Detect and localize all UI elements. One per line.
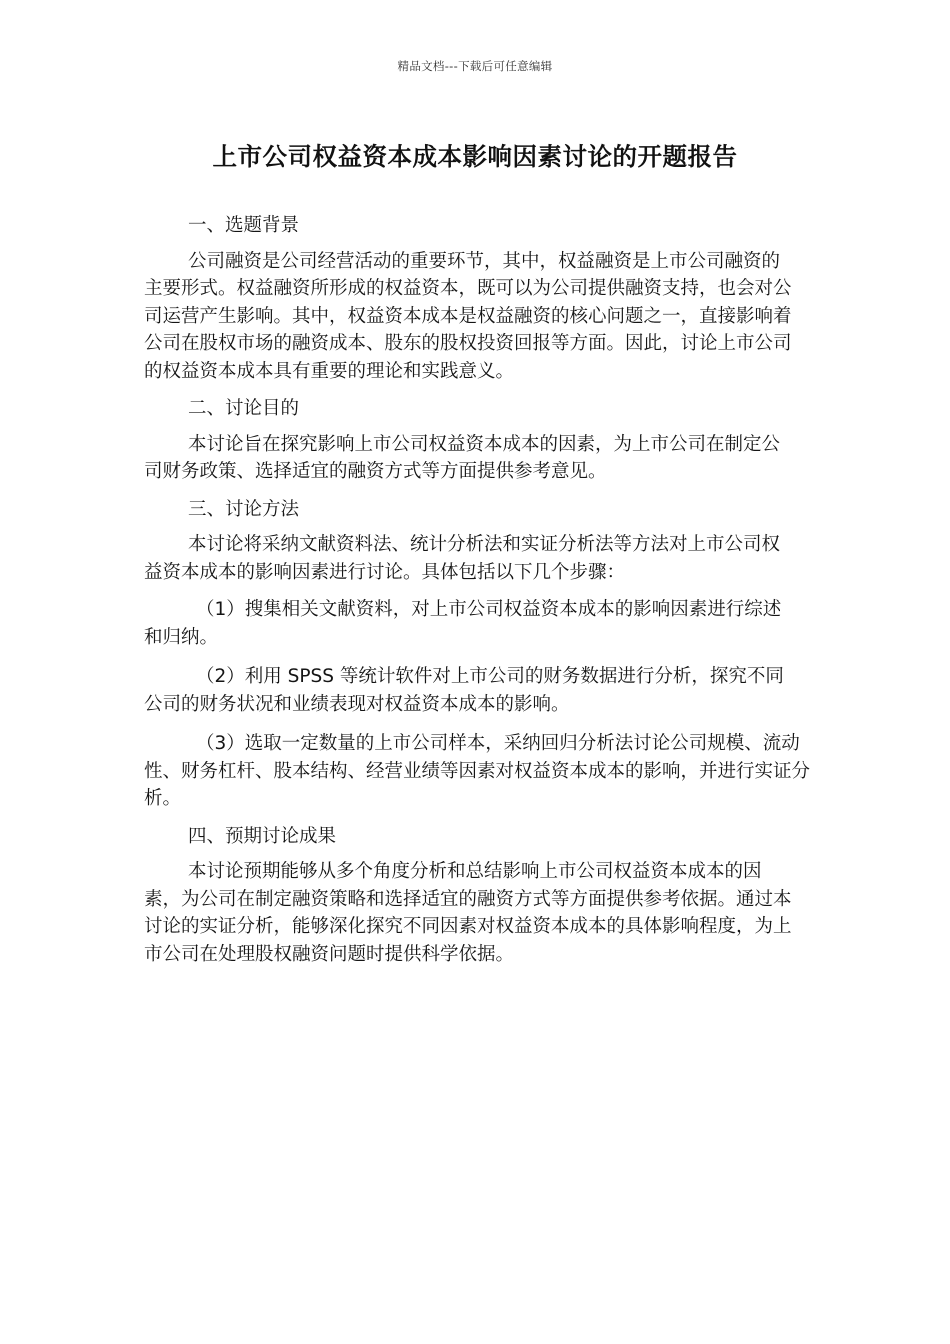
section-heading-background: 一、选题背景: [188, 215, 300, 236]
document-body: [144, 212, 811, 978]
section-heading-expected-results: 四、预期讨论成果: [188, 825, 337, 847]
page-header-note: 精品文档---下载后可任意编辑: [397, 59, 553, 73]
paragraph-expected-results: 本讨论预期能够从多个角度分析和总结影响上市公司权益资本成本的因素，为公司在制定融资策略和选择适宜的融资方式等方面提供参考依据。通过本讨论的实证分析，能够深化探究不同因素对权益资本成本的具体影响程度，为上市公司在处理股权融资问题时提供科学依据。: [144, 861, 792, 965]
paragraph-method: 本讨论将采纳文献资料法、统计分析法和实证分析法等方法对上市公司权益资本成本的影响因素进行讨论。具体包括以下几个步骤：: [144, 534, 781, 583]
paragraph-purpose: 本讨论旨在探究影响上市公司权益资本成本的因素，为上市公司在制定公司财务政策、选择适宜的融资方式等方面提供参考意见。: [144, 433, 781, 482]
document-title: 上市公司权益资本成本影响因素讨论的开题报告: [212, 142, 738, 171]
section-heading-method: 三、讨论方法: [188, 498, 300, 520]
method-step-2: （2）利用 SPSS 等统计软件对上市公司的财务数据进行分析，探究不同公司的财务状况和业绩表现对权益资本成本的影响。: [144, 666, 784, 715]
paragraph-background: 公司融资是公司经营活动的重要环节，其中，权益融资是上市公司融资的主要形式。权益融资所形成的权益资本，既可以为公司提供融资支持，也会对公司运营产生影响。其中，权益资本成本是权益融资的核心问题之一，直接影响着公司在股权市场的融资成本、股东的股权投资回报等方面。因此，讨论上市公司的权益资本成本具有重要的理论和实践意义。: [144, 250, 792, 382]
method-step-1: （1）搜集相关文献资料，对上市公司权益资本成本的影响因素进行综述和归纳。: [144, 599, 782, 648]
method-step-3: （3）选取一定数量的上市公司样本，采纳回归分析法讨论公司规模、流动性、财务杠杆、股本结构、经营业绩等因素对权益资本成本的影响，并进行实证分析。: [144, 733, 811, 809]
section-heading-purpose: 二、讨论目的: [188, 398, 300, 419]
